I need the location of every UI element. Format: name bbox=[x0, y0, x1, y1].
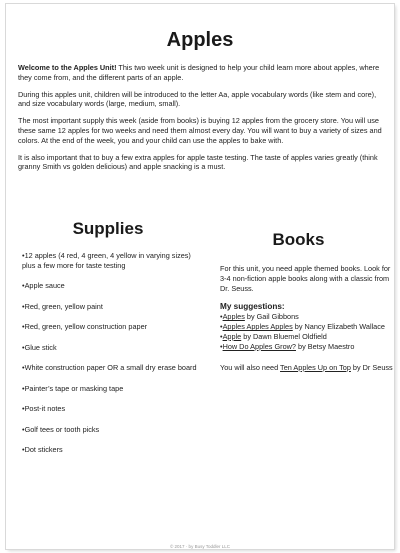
book-author: by Betsy Maestro bbox=[295, 341, 355, 351]
supply-item: • Dot stickers bbox=[22, 445, 200, 455]
document-page bbox=[6, 4, 394, 549]
also-need-text bbox=[220, 363, 395, 373]
supply-item: • Post-it notes bbox=[22, 404, 200, 414]
supply-item: • Apple sauce bbox=[22, 281, 200, 291]
copyright-footer: © 2017 · by Busy Toddler LLC bbox=[169, 544, 231, 549]
book-title: Apple bbox=[222, 331, 242, 341]
book-author: by Gail Gibbons bbox=[244, 312, 299, 322]
book-item bbox=[220, 322, 395, 332]
book-title: How Do Apples Grow? bbox=[222, 341, 296, 351]
supply-item: • Painter’s tape or masking tape bbox=[22, 384, 200, 394]
supplies-heading: Supplies bbox=[72, 219, 144, 238]
supply-item: • Glue stick bbox=[22, 343, 200, 353]
supplies-section bbox=[22, 219, 200, 466]
intro-lead: Welcome to the Apples Unit! bbox=[18, 63, 117, 72]
book-author: by Dawn Bluemel Oldfield bbox=[241, 331, 327, 341]
suggestions-title: My suggestions: bbox=[220, 302, 285, 312]
intro-paragraph-1 bbox=[18, 63, 390, 83]
intro-lead-rest: This two week unit is designed to help your child learn more about apples, where they come from, and the different parts of an apple. bbox=[18, 63, 380, 82]
book-item bbox=[220, 332, 395, 342]
books-intro: For this unit, you need apple themed books. Look for 3-4 non-fiction apple books along with a classic from Dr. Seuss. bbox=[220, 264, 391, 293]
book-title: Apples Apples Apples bbox=[222, 322, 293, 332]
intro-paragraph-4: It is also important that to buy a few extra apples for apple taste testing. The taste of apples varies greatly (think granny Smith vs golden delicious) and apple snacking is a must. bbox=[18, 152, 378, 172]
page-title: Apples bbox=[166, 29, 234, 51]
intro-section bbox=[18, 63, 390, 179]
supply-item: • 12 apples (4 red, 4 green, 4 yellow in varying sizes) plus a few more for taste testing bbox=[22, 251, 200, 271]
book-author: by Nancy Elizabeth Wallace bbox=[292, 322, 385, 332]
book-item bbox=[220, 312, 395, 322]
books-heading: Books bbox=[272, 230, 325, 249]
also-need-suffix: by Dr Seuss bbox=[350, 362, 393, 372]
intro-paragraph-3: The most important supply this week (aside from books) is buying 12 apples from the grocery store. You will use these same 12 apples for two weeks and need them almost every day. You will want to buy a variety of sizes and colors. At the end of the week, you and your child can use the apples to bake with. bbox=[18, 116, 382, 145]
also-need-title: Ten Apples Up on Top bbox=[280, 362, 351, 372]
supplies-list bbox=[22, 251, 200, 455]
supply-item: • White construction paper OR a small dry erase board bbox=[22, 363, 200, 373]
intro-paragraph-2: During this apples unit, children will be introduced to the letter Aa, apple vocabulary words (like stem and core), and size vocabulary words (large, medium, small). bbox=[18, 89, 377, 109]
book-title: Apples bbox=[222, 312, 245, 322]
also-need-prefix: You will also need bbox=[220, 362, 281, 372]
book-list bbox=[220, 312, 395, 351]
book-item bbox=[220, 342, 395, 352]
supply-item: • Red, green, yellow paint bbox=[22, 302, 200, 312]
supply-item: • Golf tees or tooth picks bbox=[22, 425, 200, 435]
books-section bbox=[220, 230, 395, 372]
supply-item: • Red, green, yellow construction paper bbox=[22, 322, 200, 332]
